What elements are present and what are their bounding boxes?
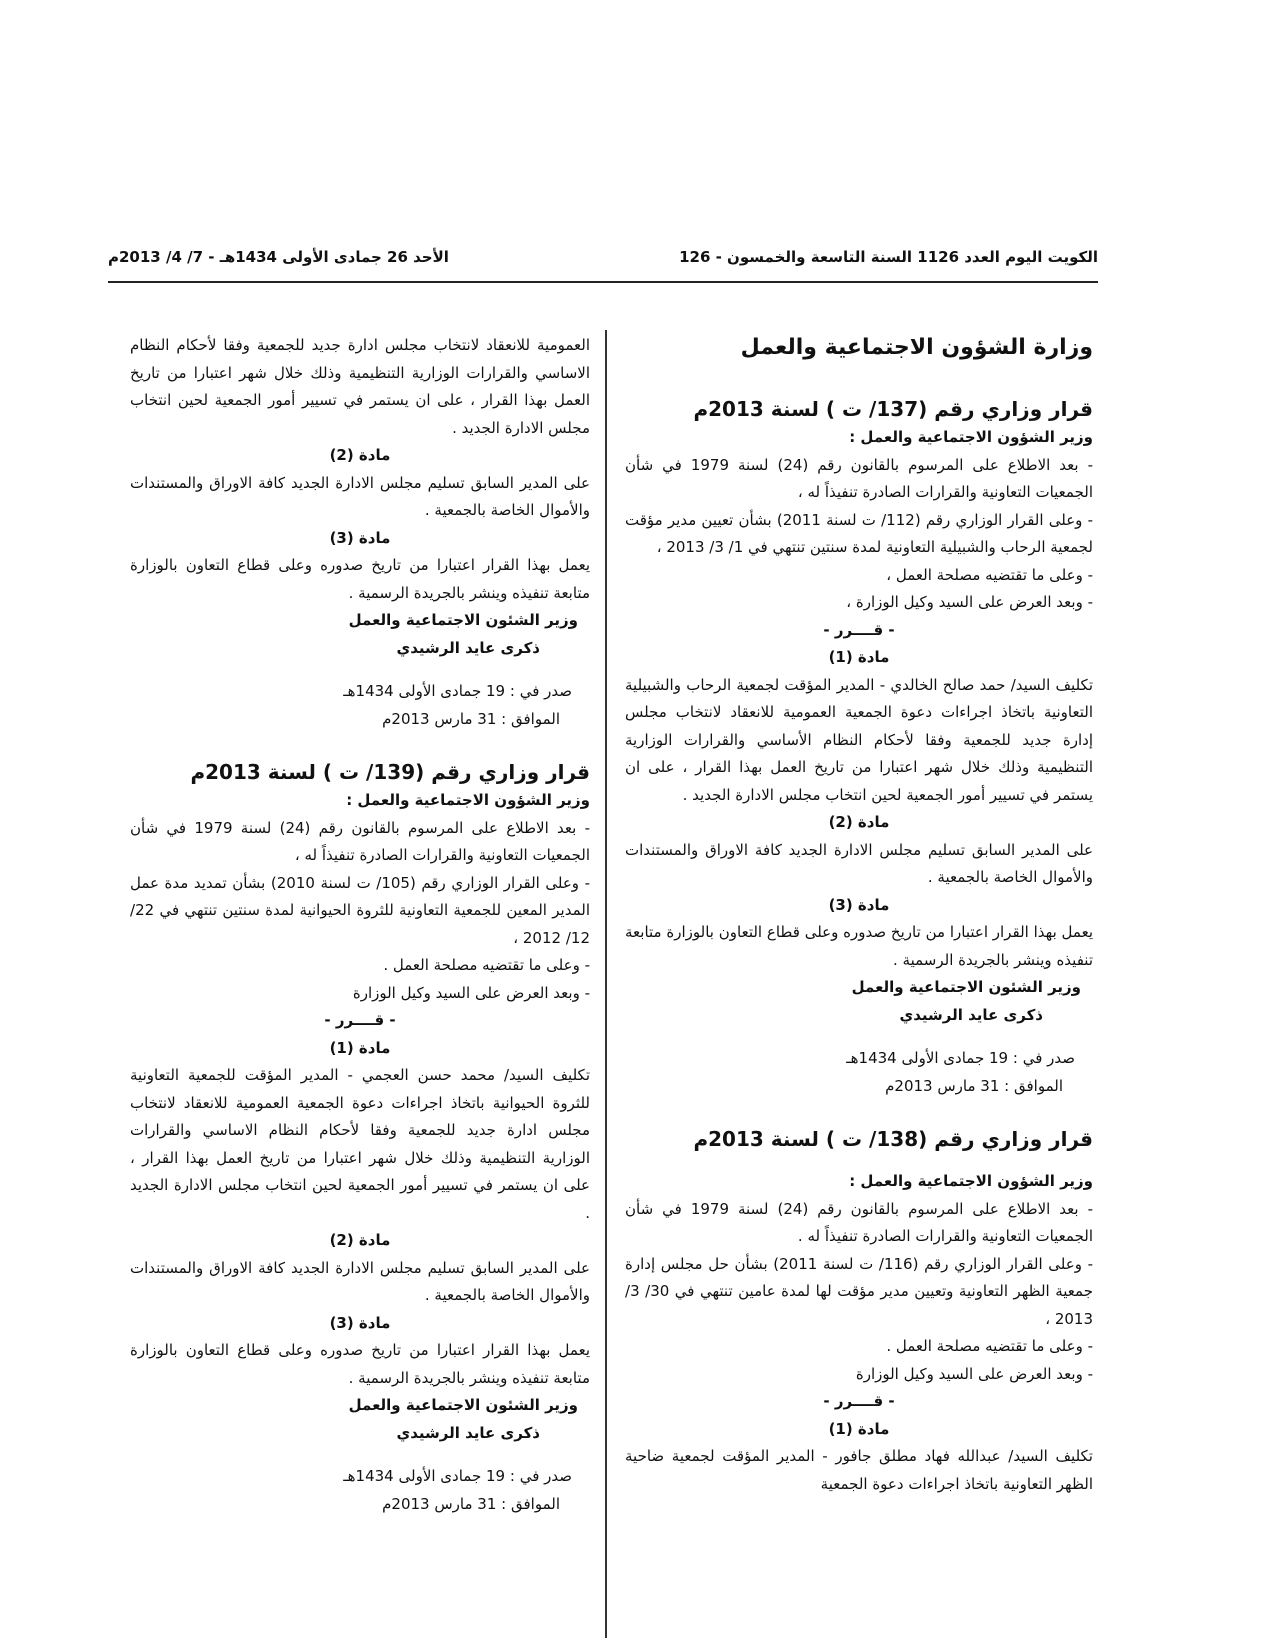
header-issue-info: الكويت اليوم العدد 1126 السنة التاسعة والخمسون - 126 (679, 248, 1098, 266)
decree-138-whereas-2: - وعلى القرار الوزاري رقم (116/ ت لسنة 2011) بشأن حل مجلس إدارة جمعية الظهر التعاونية وتعيين مدير مؤقت لها لمدة عامين تنتهي في 30/ 3/ 2013 ، (625, 1254, 1094, 1328)
decree-137-decided: - قــــرر - (823, 620, 895, 639)
decree-138-article-2-heading: مادة (2) (329, 446, 391, 464)
decree-137-signature-name: ذكرى عايد الرشيدي (899, 1005, 1043, 1024)
decree-139-article-2-text: على المدير السابق تسليم مجلس الادارة الجديد كافة الاوراق والمستندات والأموال الخاصة بالجمعية . (130, 1258, 590, 1304)
decree-138-decided: - قــــرر - (823, 1392, 895, 1410)
decree-138-whereas-4: - وبعد العرض على السيد وكيل الوزارة (855, 1364, 1093, 1383)
decree-139-whereas-3: - وعلى ما تقتضيه مصلحة العمل . (383, 956, 590, 974)
decree-137-article-3-heading: مادة (3) (828, 895, 890, 914)
column-divider (605, 330, 607, 1638)
decree-139-corresponding-date: الموافق : 31 مارس 2013م (382, 1494, 560, 1513)
decree-138-article-3-heading: مادة (3) (329, 528, 391, 547)
decree-137-title: قرار وزاري رقم (137/ ت ) لسنة 2013م (693, 397, 1093, 421)
decree-138-whereas-3: - وعلى ما تقتضيه مصلحة العمل . (886, 1337, 1093, 1355)
decree-137-article-1-heading: مادة (1) (828, 648, 890, 666)
decree-139-article-1-text: تكليف السيد/ محمد حسن العجمي - المدير المؤقت للجمعية التعاونية للثروة الحيوانية باتخاذ اجراءات دعوة الجمعية العمومية للانعقاد لانتخاب مجلس ادارة جديد للجمعية وفقا لأحكام النظام الاساسي والقرارات الوزارية التنظيمية وذلك خلال شهر اعتبارا من تاريخ العمل بهذا القرار ، على ان يستمر في تسيير أمور الجمعية لحين انتخاب مجلس الادارة الجديد . (130, 1066, 590, 1222)
header-date: الأحد 26 جمادى الأولى 1434هـ - 7/ 4/ 2013م (108, 248, 449, 266)
right-column (625, 332, 1093, 1498)
decree-139-issued-date: صدر في : 19 جمادى الأولى 1434هـ (343, 1467, 572, 1485)
decree-139-article-3-text: يعمل بهذا القرار اعتبارا من تاريخ صدوره وعلى قطاع التعاون بالوزارة متابعة تنفيذه وينشر بالجريدة الرسمية . (130, 1341, 590, 1387)
decree-137-article-1-text: تكليف السيد/ حمد صالح الخالدي - المدير المؤقت لجمعية الرحاب والشبيلية التعاونية باتخاذ اجراءات دعوة الجمعية العمومية للانعقاد لانتخاب مجلس إدارة جديد للجمعية وفقا لأحكام النظام الأساسي والقرارات الوزارية التنظيمية وذلك خلال شهر اعتبارا من تاريخ العمل بهذا القرار ، على ان يستمر في تسيير أمور الجمعية لحين انتخاب مجلس الادارة الجديد . (625, 675, 1093, 804)
decree-139-whereas-2: - وعلى القرار الوزاري رقم (105/ ت لسنة 2010) بشأن تمديد مدة عمل المدير المعين للجمعية التعاونية للثروة الحيوانية لمدة سنتين تنتهي في 22/ 12/ 2012 ، (130, 873, 591, 947)
decree-139-article-1-heading: مادة (1) (329, 1038, 391, 1057)
decree-137 (625, 394, 1093, 1100)
decree-138-minister: وزير الشؤون الاجتماعية والعمل : (849, 1172, 1093, 1190)
decree-139-article-2-heading: مادة (2) (329, 1231, 391, 1249)
decree-137-article-2-text: على المدير السابق تسليم مجلس الادارة الجديد كافة الاوراق والمستندات والأموال الخاصة بالجمعية . (625, 840, 1093, 886)
ministry-title: وزارة الشؤون الاجتماعية والعمل (740, 335, 1093, 360)
decree-138-continued (130, 332, 590, 733)
decree-138-title: قرار وزاري رقم (138/ ت ) لسنة 2013م (693, 1127, 1093, 1151)
decree-138-article-1-text-continued: العمومية للانعقاد لانتخاب مجلس ادارة جديد للجمعية وفقا لأحكام النظام الاساسي والقرارات الوزارية التنظيمية وذلك خلال شهر اعتبارا من تاريخ العمل بهذا القرار ، على ان يستمر في تسيير أمور الجمعية لحين انتخاب مجلس الادارة الجديد . (130, 336, 590, 437)
decree-138-article-2-text: على المدير السابق تسليم مجلس الادارة الجديد كافة الاوراق والمستندات والأموال الخاصة بالجمعية . (130, 473, 590, 519)
decree-137-signature-title: وزير الشئون الاجتماعية والعمل (851, 978, 1081, 996)
decree-139-signature-title: وزير الشئون الاجتماعية والعمل (348, 1396, 578, 1414)
decree-138-signature-name: ذكرى عايد الرشيدي (396, 638, 540, 657)
decree-139-whereas-4: - وبعد العرض على السيد وكيل الوزارة (352, 983, 590, 1002)
decree-139-article-3-heading: مادة (3) (329, 1313, 391, 1332)
decree-137-whereas-3: - وعلى ما تقتضيه مصلحة العمل ، (886, 565, 1093, 584)
decree-138-article-1-heading: مادة (1) (828, 1419, 890, 1438)
decree-138-signature-title: وزير الشئون الاجتماعية والعمل (348, 611, 578, 629)
decree-137-whereas-4: - وبعد العرض على السيد وكيل الوزارة ، (846, 593, 1093, 611)
decree-137-minister: وزير الشؤون الاجتماعية والعمل : (849, 428, 1093, 446)
left-column (130, 332, 590, 1542)
decree-138-corresponding-date: الموافق : 31 مارس 2013م (382, 709, 560, 728)
decree-139-whereas-1: - بعد الاطلاع على المرسوم بالقانون رقم (24) لسنة 1979 في شأن الجمعيات التعاونية والقرارات الصادرة تنفيذاً له ، (130, 818, 590, 864)
decree-137-article-2-heading: مادة (2) (828, 813, 890, 831)
decree-138 (625, 1124, 1093, 1498)
header-divider (108, 281, 1098, 283)
decree-139-signature-name: ذكرى عايد الرشيدي (396, 1423, 540, 1442)
decree-139-minister: وزير الشؤون الاجتماعية والعمل : (346, 791, 590, 809)
decree-137-whereas-1: - بعد الاطلاع على المرسوم بالقانون رقم (24) لسنة 1979 في شأن الجمعيات التعاونية والقرارات الصادرة تنفيذاً له ، (625, 455, 1093, 501)
decree-137-article-3-text: يعمل بهذا القرار اعتبارا من تاريخ صدوره وعلى قطاع التعاون بالوزارة متابعة تنفيذه وينشر بالجريدة الرسمية . (625, 923, 1093, 969)
decree-138-issued-date: صدر في : 19 جمادى الأولى 1434هـ (343, 682, 572, 700)
decree-138-whereas-1: - بعد الاطلاع على المرسوم بالقانون رقم (24) لسنة 1979 في شأن الجمعيات التعاونية والقرارات الصادرة تنفيذاً له . (625, 1199, 1093, 1245)
decree-138-article-3-text: يعمل بهذا القرار اعتبارا من تاريخ صدوره وعلى قطاع التعاون بالوزارة متابعة تنفيذه وينشر بالجريدة الرسمية . (130, 556, 590, 602)
decree-137-whereas-2: - وعلى القرار الوزاري رقم (112/ ت لسنة 2011) بشأن تعيين مدير مؤقت لجمعية الرحاب والشبيلية التعاونية لمدة سنتين تنتهي في 1/ 3/ 2013 ، (625, 510, 1094, 556)
decree-139-decided: - قــــرر - (324, 1011, 396, 1029)
decree-137-corresponding-date: الموافق : 31 مارس 2013م (885, 1076, 1063, 1095)
decree-139 (130, 757, 590, 1518)
page-header (108, 248, 1098, 278)
decree-138-article-1-text-start: تكليف السيد/ عبدالله فهاد مطلق جافور - المدير المؤقت لجمعية ضاحية الظهر التعاونية باتخاذ اجراءات دعوة الجمعية (625, 1447, 1093, 1493)
decree-137-issued-date: صدر في : 19 جمادى الأولى 1434هـ (846, 1049, 1075, 1067)
decree-139-title: قرار وزاري رقم (139/ ت ) لسنة 2013م (190, 760, 590, 784)
